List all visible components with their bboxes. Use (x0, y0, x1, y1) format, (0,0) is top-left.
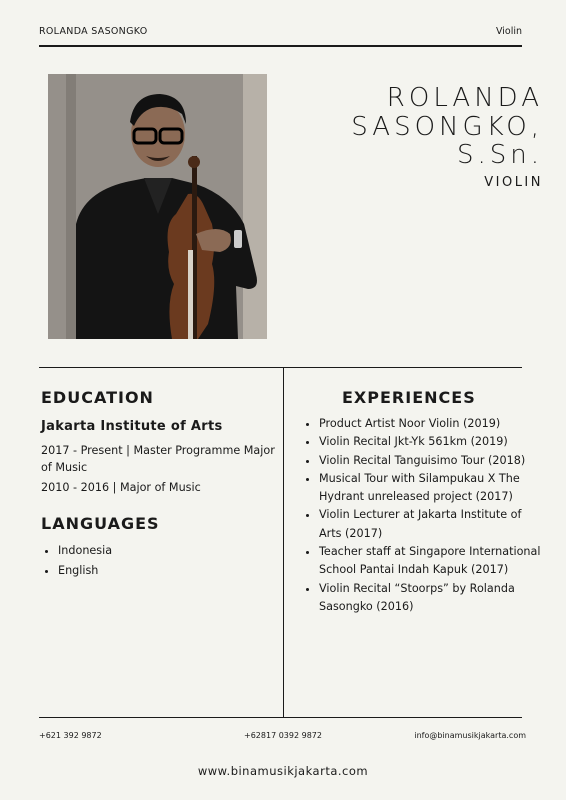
header-instrument: Violin (495, 26, 522, 37)
experience-item: • Teacher staff at Singapore International School Pantai Indah Kapuk (2017) (319, 543, 547, 580)
experience-item: • Product Artist Noor Violin (2019) (319, 415, 547, 433)
footer-email[interactable]: info@binamusikjakarta.com (414, 731, 526, 740)
column-divider (283, 367, 284, 717)
header-name: ROLANDA SASONGKO (39, 26, 148, 37)
header-divider (39, 45, 522, 47)
education-item: 2017 - Present | Master Programme Major of Music (41, 444, 275, 474)
experience-item: • Violin Lecturer at Jakarta Institute of Arts (2017) (319, 506, 547, 543)
profile-role: VIOLIN (484, 175, 543, 190)
languages-heading: LANGUAGES (41, 514, 160, 533)
footer-divider (39, 717, 522, 718)
footer-website[interactable]: www.binamusikjakarta.com (197, 764, 369, 778)
profile-name-line-3: S.Sn. (456, 140, 543, 170)
experience-item: • Violin Recital “Stoorps” by Rolanda Sasongko (2016) (319, 580, 547, 617)
experiences-heading: EXPERIENCES (342, 388, 476, 407)
experiences-list (302, 415, 547, 616)
experience-item: • Violin Recital Tanguisimo Tour (2018) (319, 452, 547, 470)
profile-name-line-2: SASONGKO, (351, 111, 543, 142)
section-divider (39, 367, 522, 368)
language-item: • English (58, 561, 112, 581)
footer-phone-1: +621 392 9872 (39, 731, 102, 740)
profile-name-line-1: ROLANDA (386, 83, 543, 113)
language-item: • Indonesia (58, 541, 112, 561)
education-school: Jakarta Institute of Arts (41, 419, 223, 434)
education-heading: EDUCATION (41, 388, 154, 407)
education-item: 2010 - 2016 | Major of Music (41, 481, 201, 494)
experience-item: • Musical Tour with Silampukau X The Hydrant unreleased project (2017) (319, 470, 547, 507)
footer-phone-2: +62817 0392 9872 (244, 731, 322, 740)
portrait-photo (48, 74, 267, 339)
languages-list (41, 541, 112, 580)
experience-item: • Violin Recital Jkt-Yk 561km (2019) (319, 433, 547, 451)
profile-name (351, 84, 543, 170)
